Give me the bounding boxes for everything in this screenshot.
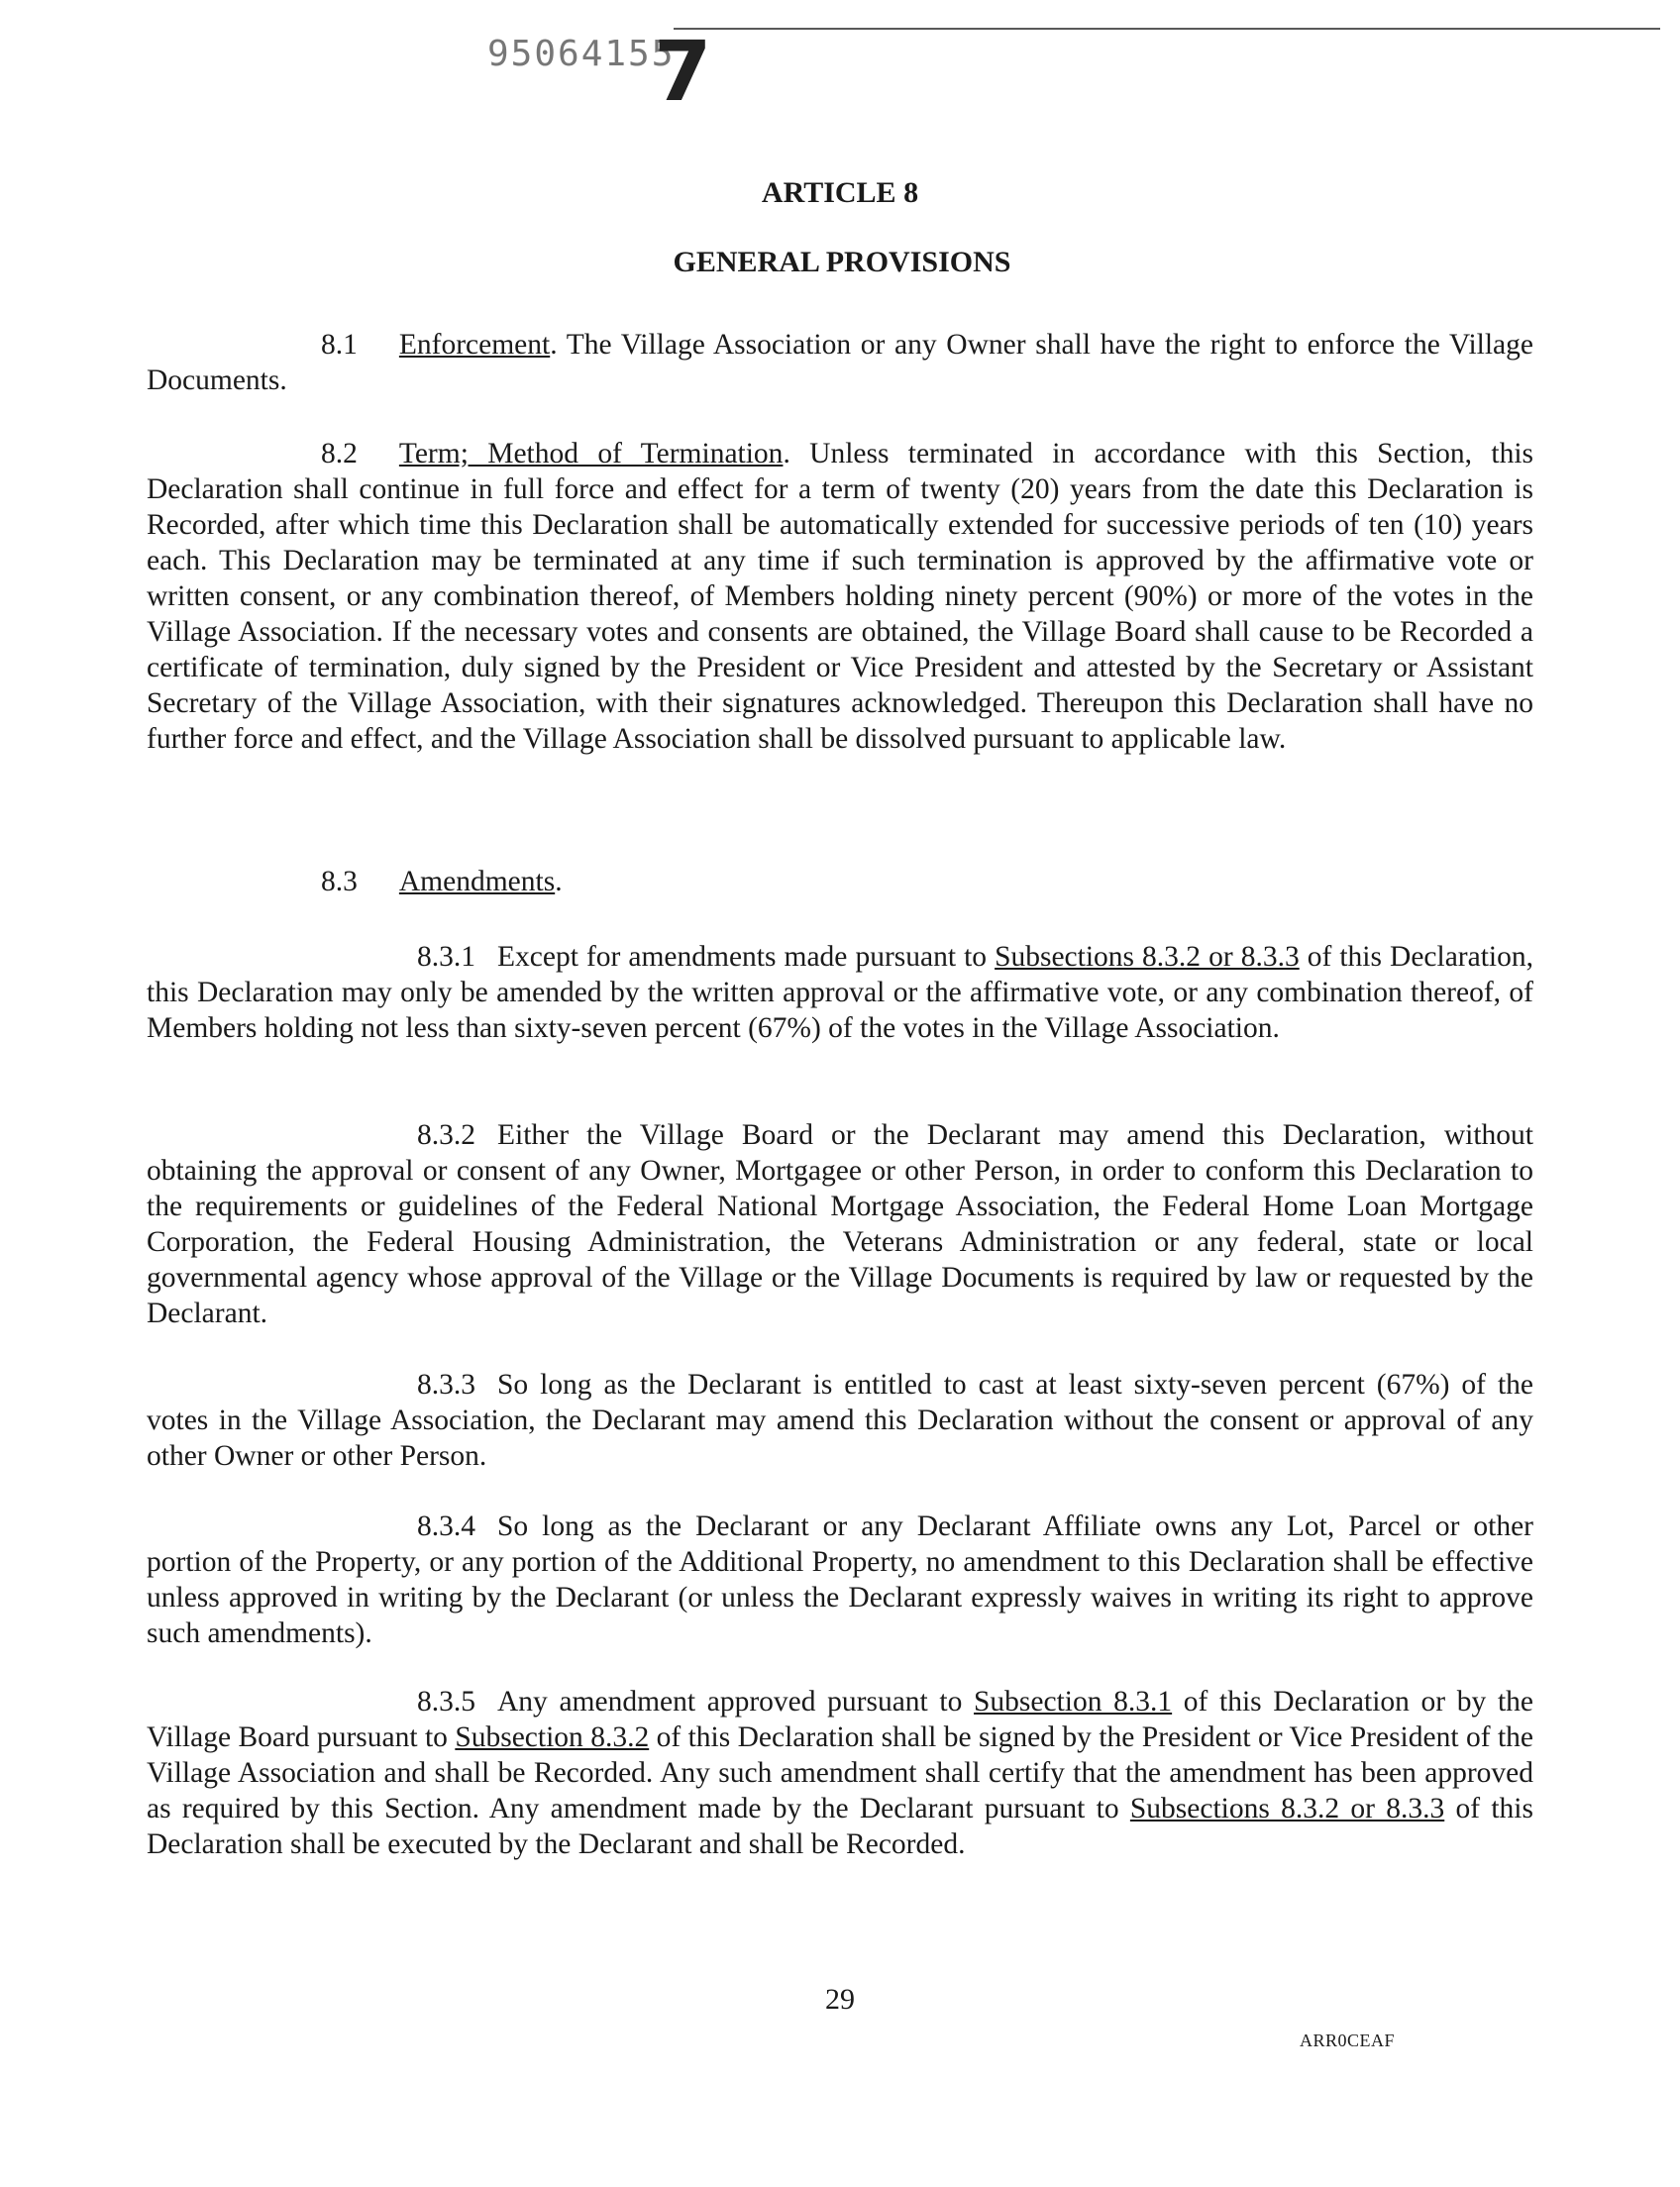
section-heading: Term; Method of Termination (398, 438, 784, 469)
section-number: 8.3.2 (417, 1119, 475, 1151)
section-8-3-2 (147, 1117, 1533, 1331)
section-number: 8.3.1 (417, 941, 475, 973)
section-8-3-4 (147, 1509, 1533, 1651)
section-text: of this Declaration shall be signed by the President or Vice President of the Village Association and shall be Recorded. Any such amendment shall certify that the amendment has been approved as required by this Section. Any amendment made by the Declarant pursuant to (147, 1721, 1533, 1824)
top-rule (674, 28, 1660, 30)
section-heading: Enforcement (398, 329, 551, 361)
section-number: 8.3.5 (417, 1686, 475, 1718)
section-number: 8.3 (321, 866, 358, 897)
section-text: Any amendment approved pursuant to (497, 1686, 975, 1718)
section-8-1 (147, 327, 1533, 398)
cross-reference: Subsections 8.3.2 or 8.3.3 (1129, 1793, 1445, 1824)
section-text: of this Declaration or by the Village Board pursuant to (147, 1686, 1533, 1753)
section-text: So long as the Declarant is entitled to cast at least sixty-seven percent (67%) of the votes in the Village Association, the Declarant may amend this Declaration without the consent or approval of any other Owner or other Person. (147, 1369, 1533, 1472)
section-text: . The Village Association or any Owner shall have the right to enforce the Village Documents. (147, 329, 1533, 396)
section-8-3 (147, 864, 1533, 899)
section-heading-trail: . (555, 866, 563, 897)
section-text: . Unless terminated in accordance with this Section, this Declaration shall continue in full force and effect for a term of twenty (20) years from the date this Declaration is Recorded, after which time this Declaration shall be automatically extended for successive periods of ten (10) years each. This Declaration may be terminated at any time if such termination is approved by the affirmative vote or written consent, or any combination thereof, of Members holding ninety percent (90%) or more of the votes in the Village Association. If the necessary votes and consents are obtained, the Village Board shall cause to be Recorded a certificate of termination, duly signed by the President or Vice President and attested by the Secretary or Assistant Secretary of the Village Association, with their signatures acknowledged. Thereupon this Declaration shall have no further force and effect, and the Village Association shall be dissolved pursuant to applicable law. (147, 438, 1533, 755)
section-number: 8.3.3 (417, 1369, 475, 1401)
cross-reference: Subsection 8.3.2 (455, 1721, 650, 1753)
section-heading: Amendments (398, 866, 556, 897)
document-number-handwritten-digit: 7 (654, 23, 712, 120)
section-8-3-3 (147, 1367, 1533, 1474)
footer-document-code: ARR0CEAF (1300, 2031, 1396, 2050)
section-text: of this Declaration, this Declaration may only be amended by the written approval or the affirmative vote, or any combination thereof, of Members holding not less than sixty-seven percent (67%) of the votes in the Village Association. (147, 941, 1533, 1044)
section-text: of this Declaration shall be executed by the Declarant and shall be Recorded. (147, 1793, 1533, 1860)
section-number: 8.1 (321, 329, 358, 361)
section-number: 8.2 (321, 438, 358, 469)
document-number-stamp: 95064155 (487, 34, 676, 74)
section-8-3-1 (147, 939, 1533, 1046)
section-title: GENERAL PROVISIONS (673, 246, 1011, 278)
cross-reference: Subsections 8.3.2 or 8.3.3 (995, 941, 1300, 973)
section-text: So long as the Declarant or any Declarant Affiliate owns any Lot, Parcel or other portion of the Property, or any portion of the Additional Property, no amendment to this Declaration shall be effective unless approved in writing by the Declarant (or unless the Declarant expressly waives in writing its right to approve such amendments). (147, 1510, 1533, 1649)
section-8-3-5 (147, 1684, 1533, 1862)
section-number: 8.3.4 (417, 1510, 475, 1542)
section-text: Either the Village Board or the Declarant may amend this Declaration, without obtaining the approval or consent of any Owner, Mortgagee or other Person, in order to conform this Declaration to the requirements or guidelines of the Federal National Mortgage Association, the Federal Home Loan Mortgage Corporation, the Federal Housing Administration, the Veterans Administration or any federal, state or local governmental agency whose approval of the Village or the Village Documents is required by law or requested by the Declarant. (147, 1119, 1533, 1329)
cross-reference: Subsection 8.3.1 (974, 1686, 1173, 1718)
article-title: ARTICLE 8 (761, 176, 919, 209)
page-number: 29 (825, 1983, 855, 2016)
section-text: Except for amendments made pursuant to (497, 941, 996, 973)
section-8-2 (147, 436, 1533, 757)
